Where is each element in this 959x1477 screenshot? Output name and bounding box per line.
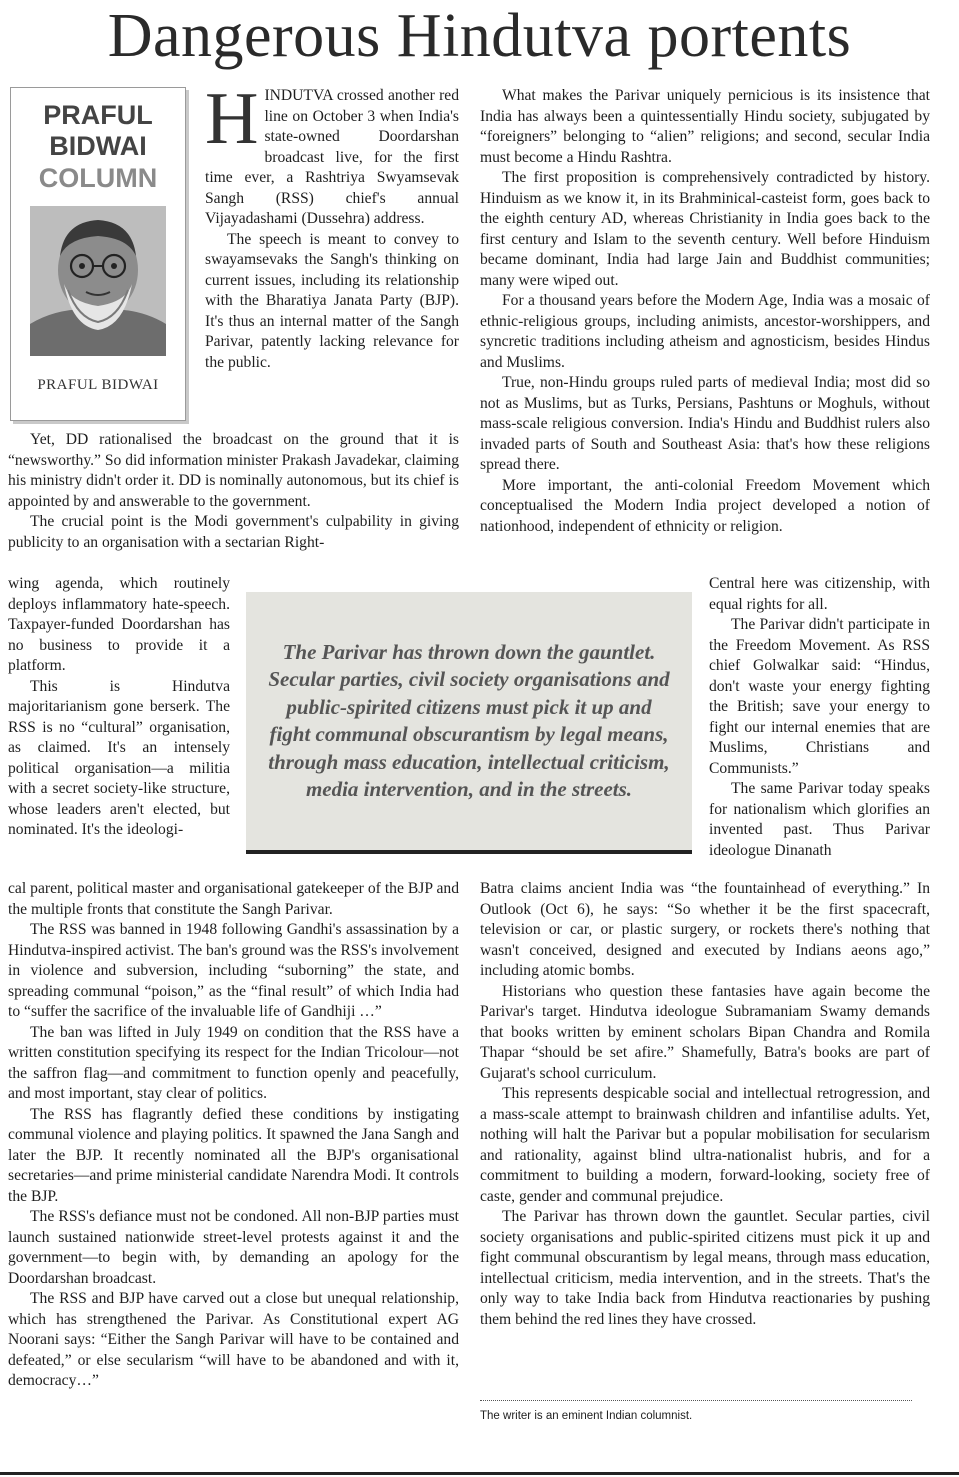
right-column-wrap: [709, 574, 930, 861]
left-column-top: [8, 430, 459, 553]
intro-paragraph: [205, 78, 459, 230]
right-column-bottom: [480, 879, 930, 1330]
paragraph: For a thousand years before the Modern Age, India was a mosaic of ethnic-religious groups, including animists, ancestor-worshippers, and syncretic traditions including atheism and agnosticism, besides Hindus and Muslims.: [480, 292, 930, 371]
column-box: [10, 87, 186, 421]
column-author-name: [11, 100, 185, 162]
paragraph: Historians who question these fantasies have again become the Parivar's target. Hindutva ideologue Subramaniam Swamy demands that books written by eminent scholars Bipan Chandra and Romila Thapar “should be set afire.” Shamefully, Batra's books are part of Gujarat's school curriculum.: [480, 982, 930, 1082]
paragraph: This is Hindutva majoritarianism gone berserk. The RSS is no “cultural” organisation, as claimed. It's an intensely political organisation—a militia with a secret society-like structure, whose leaders aren't elected, but nominated. It's the ideologi-: [8, 677, 230, 838]
bottom-rule: [0, 1472, 959, 1475]
paragraph: The same Parivar today speaks for nationalism which glorifies an invented past. Thus Parivar ideologue Dinanath: [709, 780, 930, 859]
author-last-name: BIDWAI: [49, 131, 147, 161]
column-byline: PRAFUL BIDWAI: [37, 377, 159, 393]
paragraph: More important, the anti-colonial Freedom Movement which conceptualised the Modern India project developed a notion of nationhood, independent of ethnicity or religion.: [480, 476, 930, 535]
left-column-wrap: [8, 574, 230, 841]
paragraph: The RSS's defiance must not be condoned. All non-BJP parties must launch sustained nationwide street-level protests against it and the government—to begin with, by demanding an apology for the Doordarshan broadcast.: [8, 1208, 459, 1287]
author-portrait-icon: [30, 206, 166, 356]
column-label: COLUMN: [38, 163, 158, 193]
paragraph: The RSS and BJP have carved out a close but unequal relationship, which has strengthened the Parivar. As Constitutional expert AG Noorani says: “Either the Sangh Parivar will have to be contained and defeated,” or else secularism “will have to be abandoned and with it, democracy…”: [8, 1290, 459, 1389]
author-first-name: PRAFUL: [43, 100, 153, 130]
paragraph: The Parivar has thrown down the gauntlet. Secular parties, civil society organisations and public-spirited citizens must pick it up and fight communal obscurantism by legal means, through mass education, intellectual criticism, media intervention, and in the streets. That's the only way to take India back from Hindutva reactionaries by pushing them behind the red lines they have crossed.: [480, 1208, 930, 1328]
intro-text: INDUTVA crossed another red line on October 3 when India's state-owned Doordarshan broadcast live, for the first time ever, a Rashtriya Swyamsevak Sangh (RSS) chief's annual Vijayadashami (Dussehra) address.: [205, 87, 459, 227]
paragraph: What makes the Parivar uniquely pernicious is its insistence that India has always been a quintessentially Hindu society, subjugated by “foreigners” belonging to “alien” religions; and second, secular India must become a Hindu Rashtra.: [480, 87, 930, 166]
paragraph: The speech is meant to convey to swayamsevaks the Sangh's thinking on current issues, including its relationship with the Bharatiya Janata Party (BJP). It's thus an internal matter of the Sangh Parivar, patently lacking relevance for the public.: [205, 230, 459, 371]
paragraph: Central here was citizenship, with equal rights for all.: [709, 575, 930, 613]
paragraph: This represents despicable social and intellectual retrogression, and a mass-scale attempt to brainwash children and infantilise adults. Yet, nothing will halt the Parivar but a popular mobilisation for secularism and rationality, against blind ultra-nationalist hubris, and for a commitment to building a modern, forward-looking, society free of caste, gender and communal prejudice.: [480, 1085, 930, 1205]
paragraph: Yet, DD rationalised the broadcast on the ground that it is “newsworthy.” So did information minister Prakash Javadekar, claiming his ministry didn't order it. DD is nominally autonomous, but its chief is appointed by and answerable to the government.: [8, 431, 459, 510]
left-column-bottom: [8, 879, 459, 1392]
paragraph: Batra claims ancient India was “the fountainhead of everything.” In Outlook (Oct 6), he says: “So whether it be the first spacecraft, television or car, or plastic surgery, or rockets there's nothing that wasn't conceived, designed and executed by Indians aeons ago,” including atomic bombs.: [480, 880, 930, 979]
intro-block: [205, 78, 459, 373]
right-column-top: [480, 86, 930, 537]
author-note: The writer is an eminent Indian columnist.: [480, 1410, 693, 1422]
drop-cap: H: [205, 78, 259, 160]
pull-quote: [246, 592, 692, 854]
paragraph: The crucial point is the Modi government's culpability in giving publicity to an organisation with a sectarian Right-: [8, 513, 459, 551]
paragraph: cal parent, political master and organisational gatekeeper of the BJP and the multiple fronts that constitute the Sangh Parivar.: [8, 880, 459, 918]
footnote-divider: [480, 1400, 912, 1401]
paragraph: wing agenda, which routinely deploys inflammatory hate-speech. Taxpayer-funded Doordarshan has no business to provide it a platform.: [8, 575, 230, 674]
paragraph: True, non-Hindu groups ruled parts of medieval India; most did so not as Muslims, but as Turks, Persians, Pashtuns or Moghuls, without mass-scale religious conversion. India's Hindu and Buddhist rulers also invaded parts of South and Southeast Asia: that's how these religions spread there.: [480, 374, 930, 473]
headline: Dangerous Hindutva portents: [107, 2, 852, 70]
pull-quote-text: The Parivar has thrown down the gauntlet. Secular parties, civil society organisations and public-spirited citizens must pick it up and fight communal obscurantism by legal means, through mass education, intellectual criticism, media intervention, and in the streets.: [268, 639, 670, 801]
paragraph: The RSS was banned in 1948 following Gandhi's assassination by a Hindutva-inspired activist. The ban's ground was the RSS's involvement in violence and subversion, including “suborning” the state, and spreading communal “poison,” as the “final result” of which India had to “suffer the sacrifice of the invaluable life of Gandhiji …”: [8, 921, 460, 1020]
paragraph: The first proposition is comprehensively contradicted by history. Hinduism as we know it, in its Brahminical-casteist form, goes back to the eighth century AD, whereas Christianity in India goes back to the first century and Islam to the seventh century. Well before Hinduism became dominant, India had large Jain and Buddhist communities; many were wiped out.: [480, 169, 930, 289]
paragraph: The ban was lifted in July 1949 on condition that the RSS have a written constitution specifying its respect for the Indian Tricolour—not the saffron flag—and commitment to function openly and peacefully, and most important, stay clear of politics.: [8, 1023, 459, 1102]
paragraph: The Parivar didn't participate in the Freedom Movement. As RSS chief Golwalkar said: “Hindus, don't waste your energy fighting the British; save your energy to fight our internal enemies that are Muslims, Christians and Communists.”: [709, 616, 930, 777]
paragraph: The RSS has flagrantly defied these conditions by instigating communal violence and playing politics. It spawned the Jana Sangh and later the BJP. It recently nominated all the BJP's organisational secretaries—and prime ministerial candidate Narendra Modi. It controls the BJP.: [8, 1105, 459, 1205]
